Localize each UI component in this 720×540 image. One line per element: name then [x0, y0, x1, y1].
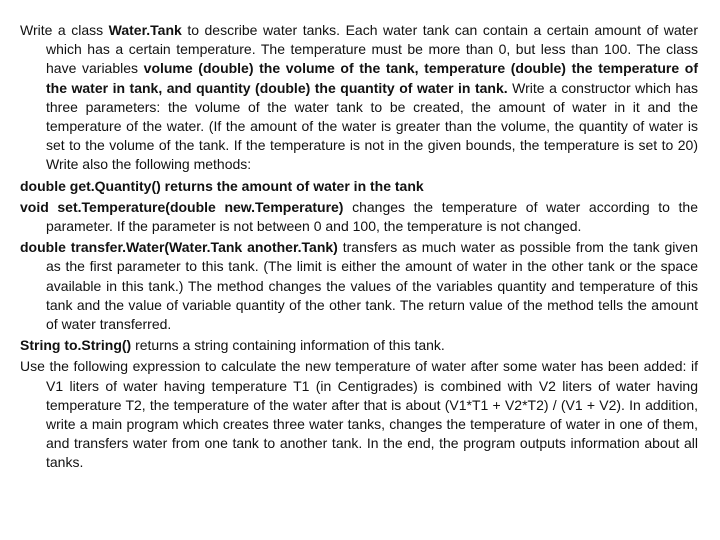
method-description: returns a string containing information of this tank. — [131, 337, 445, 354]
class-name: Water.Tank — [108, 22, 182, 38]
text-run: to describe water tanks. Each water tank can contain a certain amount of water which has a certain temperature. The temperature must be more than 0, but less than 100. The class have variables — [46, 22, 698, 77]
method-signature: String to.String() — [20, 337, 132, 354]
method-signature: double transfer.Water(Water.Tank another.Tank) — [20, 239, 338, 256]
method-signature: void set.Temperature(double new.Temperature) — [20, 198, 344, 215]
method-signature: double get.Quantity() returns the amount of water in the tank — [20, 177, 424, 194]
class-description-paragraph — [20, 21, 698, 175]
get-quantity-method — [20, 177, 698, 196]
variables-list: volume (double) the volume of the tank, temperature (double) the temperature of the water in tank, and quantity (double) the quantity of water in tank. — [46, 60, 698, 96]
transfer-water-method — [20, 238, 698, 334]
temperature-formula-paragraph — [20, 357, 698, 472]
method-description: transfers as much water as possible from the tank given as the first parameter to this tank. (The limit is either the amount of water in the other tank or the space available in this tank.) The method changes the values of the variables quantity and temperature of this tank and the value of variable quantity of the other tank. The return value of the method tells the amount of water transferred. — [46, 239, 698, 333]
set-temperature-method — [20, 198, 698, 236]
text-run: Write a class — [20, 22, 109, 38]
to-string-method — [20, 336, 698, 355]
text-run: Use the following expression to calculate the new temperature of water after some water has been added: if V1 liters of water having temperature T1 (in Centigrades) is combined with V2 liters of water having temperature T2, the temperature of the water after that is about (V1*T1 + V2*T2) / (V1 + V2). In addition, write a main program which creates three water tanks, changes the temperature of water in one of them, and transfers water from one tank to another tank. In the end, the program outputs information about all tanks. — [20, 358, 698, 471]
method-description: changes the temperature of water according to the parameter. If the parameter is not between 0 and 100, the temperature is not changed. — [46, 198, 698, 235]
text-run: Write a constructor which has three parameters: the volume of the water tank to be created, the amount of water in it and the temperature of the water. (If the amount of the water is greater than the volume, the quantity of water is set to the volume of the tank. If the temperature is not in the given bounds, the temperature is set to 20) Write also the following methods: — [46, 79, 698, 173]
